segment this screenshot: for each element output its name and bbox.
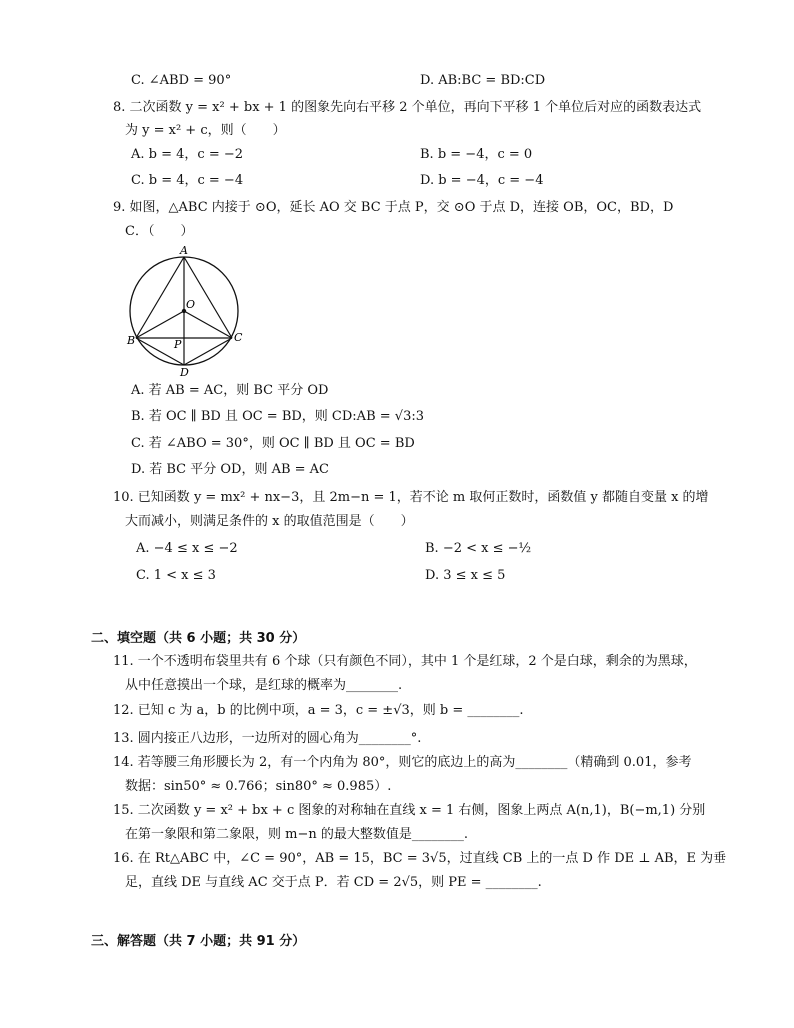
q14-line1: 14. 若等腰三角形腰长为 2，有一个内角为 80°，则它的底边上的高为________（精确到 0.01，参考 bbox=[113, 755, 692, 770]
q9-option-c: C. 若 ∠ABO = 30°，则 OC ∥ BD 且 OC = BD bbox=[131, 436, 415, 451]
q8-option-c: C. b = 4，c = −4 bbox=[131, 173, 244, 188]
q8-stem-line1: 8. 二次函数 y = x² + bx + 1 的图象先向右平移 2 个单位，再向下平移 1 个单位后对应的函数表达式 bbox=[113, 100, 702, 115]
q11-line2: 从中任意摸出一个球，是红球的概率为________. bbox=[125, 678, 403, 693]
q16-line1: 16. 在 Rt△ABC 中，∠C = 90°，AB = 15，BC = 3√5，过直线 CB 上的一点 D 作 DE ⊥ AB，E 为垂 bbox=[113, 851, 727, 866]
section-solutions-title: 三、解答题（共 7 小题；共 91 分） bbox=[91, 934, 306, 949]
q10-option-b: B. −2 < x ≤ −½ bbox=[425, 541, 532, 556]
segment-ob bbox=[136, 311, 184, 338]
segment-dc bbox=[184, 338, 232, 365]
segment-ab bbox=[136, 257, 184, 338]
q8-option-d: D. b = −4，c = −4 bbox=[420, 173, 544, 188]
q10-option-d: D. 3 ≤ x ≤ 5 bbox=[425, 568, 506, 583]
q10-option-a: A. −4 ≤ x ≤ −2 bbox=[136, 541, 238, 556]
q9-option-d: D. 若 BC 平分 OD，则 AB = AC bbox=[131, 462, 330, 477]
q8-stem-line2: 为 y = x² + c，则（ ） bbox=[125, 123, 286, 138]
circle-triangle-figure bbox=[126, 244, 248, 378]
label-o: O bbox=[186, 298, 196, 311]
label-p: P bbox=[174, 338, 182, 351]
q10-option-c: C. 1 < x ≤ 3 bbox=[136, 568, 216, 583]
segment-oc bbox=[184, 311, 232, 338]
q12-line1: 12. 已知 c 为 a，b 的比例中项，a = 3，c = ±√3，则 b = ________. bbox=[113, 703, 524, 718]
section-fill-in-title: 二、填空题（共 6 小题；共 30 分） bbox=[91, 631, 306, 646]
label-c: C bbox=[234, 331, 243, 344]
label-d: D bbox=[180, 366, 189, 378]
q7-option-c: C. ∠ABD = 90° bbox=[131, 73, 232, 88]
q8-option-b: B. b = −4，c = 0 bbox=[420, 147, 533, 162]
q10-stem-line2: 大而减小，则满足条件的 x 的取值范围是（ ） bbox=[125, 514, 414, 529]
q9-option-a: A. 若 AB = AC，则 BC 平分 OD bbox=[131, 383, 329, 398]
q7-option-d: D. AB:BC = BD:CD bbox=[420, 73, 546, 88]
q10-stem-line1: 10. 已知函数 y = mx² + nx−3，且 2m−n = 1，若不论 m 取何正数时，函数值 y 都随自变量 x 的增 bbox=[113, 490, 709, 505]
q9-option-b: B. 若 OC ∥ BD 且 OC = BD，则 CD:AB = √3:3 bbox=[131, 409, 424, 424]
q8-option-a: A. b = 4，c = −2 bbox=[131, 147, 244, 162]
q16-line2: 足，直线 DE 与直线 AC 交于点 P．若 CD = 2√5，则 PE = ________. bbox=[125, 875, 542, 890]
q9-stem-line2: C．（ ） bbox=[125, 224, 194, 239]
q13-line1: 13. 圆内接正八边形，一边所对的圆心角为________°. bbox=[113, 731, 422, 746]
label-a: A bbox=[180, 244, 188, 257]
q15-line1: 15. 二次函数 y = x² + bx + c 图象的对称轴在直线 x = 1 右侧，图象上两点 A(n,1)，B(−m,1) 分别 bbox=[113, 803, 706, 818]
q9-stem-line1: 9. 如图，△ABC 内接于 ⊙O，延长 AO 交 BC 于点 P，交 ⊙O 于点 D，连接 OB，OC，BD，D bbox=[113, 200, 674, 215]
q11-line1: 11. 一个不透明布袋里共有 6 个球（只有颜色不同），其中 1 个是红球，2 个是白球，剩余的为黑球， bbox=[113, 654, 697, 669]
q15-line2: 在第一象限和第二象限，则 m−n 的最大整数值是________. bbox=[125, 827, 468, 842]
q14-line2: 数据：sin50° ≈ 0.766；sin80° ≈ 0.985）. bbox=[125, 779, 392, 794]
label-b: B bbox=[127, 334, 136, 347]
